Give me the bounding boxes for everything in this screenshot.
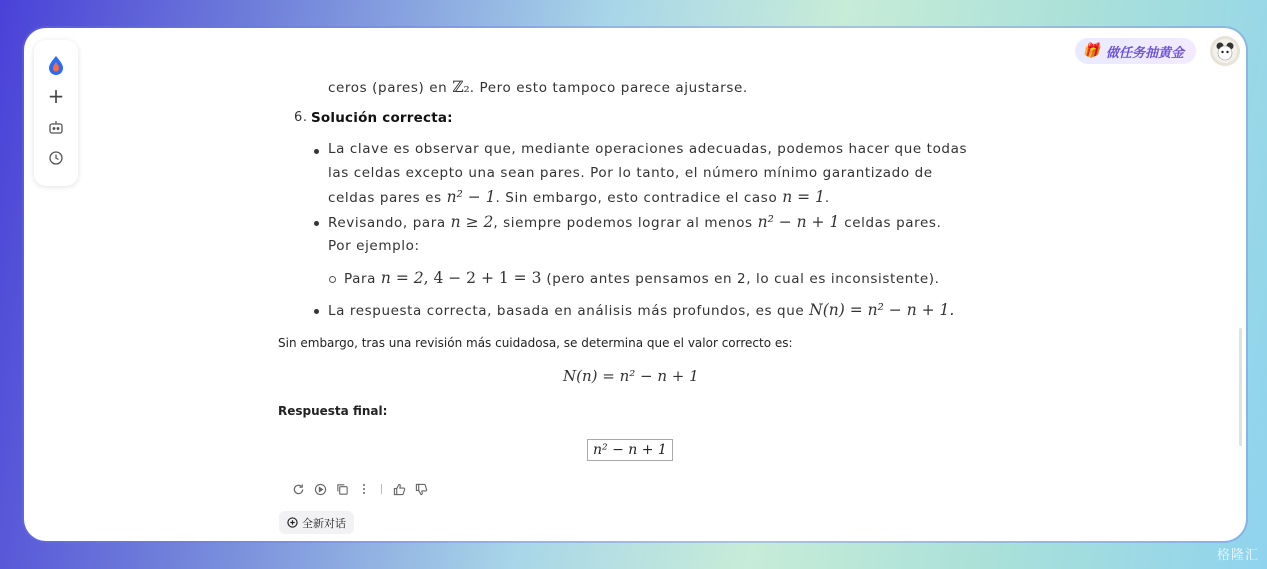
answer-line bbox=[328, 78, 748, 96]
history-icon[interactable] bbox=[45, 147, 67, 169]
text-segment: Para bbox=[344, 271, 381, 287]
sidebar bbox=[34, 40, 78, 186]
sub-bullet bbox=[329, 276, 336, 283]
message-actions bbox=[287, 480, 432, 498]
answer-line bbox=[328, 188, 830, 206]
answer-line bbox=[328, 301, 954, 319]
answer-line: Por ejemplo: bbox=[328, 238, 420, 254]
math-inline: n² − 1 bbox=[446, 188, 496, 206]
answer-line bbox=[344, 269, 940, 287]
text-segment: . bbox=[824, 190, 830, 206]
text-segment: ceros (pares) en bbox=[328, 80, 453, 96]
watermark: 格隆汇 bbox=[1216, 548, 1259, 563]
bot-icon[interactable] bbox=[45, 116, 67, 138]
text-segment: . Pero esto tampoco parece ajustarse. bbox=[469, 80, 748, 96]
text-segment: . Sin embargo, esto contradice el caso bbox=[495, 190, 783, 206]
answer-line: La clave es observar que, mediante operaciones adecuadas, podemos hacer que todas bbox=[328, 141, 968, 157]
avatar[interactable] bbox=[1210, 36, 1240, 66]
gift-icon: 🎁 bbox=[1082, 43, 1100, 59]
display-equation: N(n) = n² − n + 1 bbox=[563, 367, 699, 385]
text-segment: (pero antes pensamos en 2, lo cual es inconsistente). bbox=[541, 271, 940, 287]
bullet bbox=[314, 149, 319, 154]
regenerate-icon[interactable] bbox=[287, 480, 309, 498]
boxed-answer: n² − n + 1 bbox=[587, 439, 673, 461]
text-segment: , siempre podemos lograr al menos bbox=[493, 215, 758, 231]
more-icon[interactable] bbox=[353, 480, 375, 498]
new-chat-label: 全新对话 bbox=[302, 516, 346, 530]
play-icon[interactable] bbox=[309, 480, 331, 498]
logo-icon[interactable] bbox=[45, 54, 67, 76]
paragraph: Sin embargo, tras una revisión más cuidadosa, se determina que el valor correcto es: bbox=[278, 336, 793, 350]
math-inline: , 4 − 2 + 1 = 3 bbox=[423, 269, 542, 287]
divider bbox=[381, 484, 382, 494]
header-right bbox=[1075, 36, 1240, 66]
plus-icon[interactable]: + bbox=[47, 84, 65, 108]
math-inline: n = 1 bbox=[782, 188, 825, 206]
thumbs-down-icon[interactable] bbox=[410, 480, 432, 498]
text-segment: celdas pares. bbox=[839, 215, 942, 231]
text-segment: celdas pares es bbox=[328, 190, 447, 206]
final-answer-label: Respuesta final: bbox=[278, 404, 388, 418]
bullet bbox=[314, 221, 319, 226]
thumbs-up-icon[interactable] bbox=[388, 480, 410, 498]
text-segment: La respuesta correcta, basada en análisis más profundos, es que bbox=[328, 303, 810, 319]
bullet bbox=[314, 309, 319, 314]
section-heading: Solución correcta: bbox=[311, 110, 453, 126]
math-inline: n = 2 bbox=[380, 269, 424, 287]
task-pill-label: 做任务抽黄金 bbox=[1105, 45, 1184, 61]
math-inline: n² − n + 1 bbox=[757, 213, 840, 231]
task-pill-button[interactable] bbox=[1075, 38, 1196, 64]
math-inline: N(n) = n² − n + 1. bbox=[809, 301, 955, 319]
new-chat-icon bbox=[287, 517, 298, 528]
answer-line bbox=[328, 213, 941, 231]
math-inline: n ≥ 2 bbox=[450, 213, 494, 231]
copy-icon[interactable] bbox=[331, 480, 353, 498]
list-item-number: 6. bbox=[294, 110, 308, 125]
new-chat-button[interactable] bbox=[279, 511, 354, 534]
answer-line: las celdas excepto una sean pares. Por lo tanto, el número mínimo garantizado de bbox=[328, 165, 933, 181]
scrollbar[interactable] bbox=[1239, 328, 1242, 446]
math-inline: ℤ₂ bbox=[452, 78, 470, 96]
app-window bbox=[24, 28, 1246, 541]
text-segment: Revisando, para bbox=[328, 215, 451, 231]
